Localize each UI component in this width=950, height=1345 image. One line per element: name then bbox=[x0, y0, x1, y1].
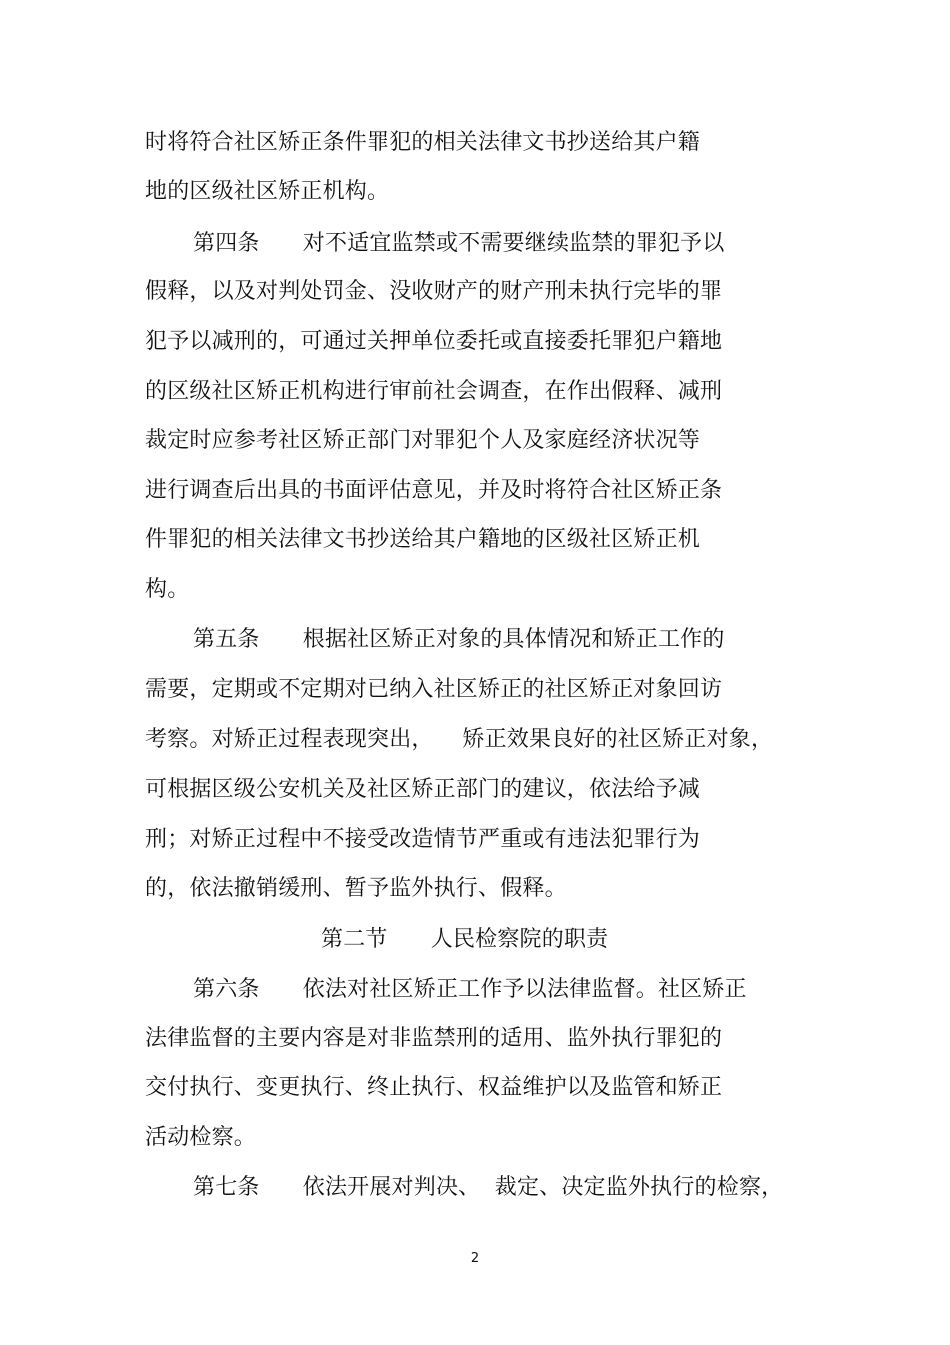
text-line-1: 时将符合社区矫正条件罪犯的相关法律文书抄送给其户籍 bbox=[145, 130, 701, 155]
text-line-7: 裁定时应参考社区矫正部门对罪犯个人及家庭经济状况等 bbox=[145, 428, 701, 453]
text-line-12: 需要，定期或不定期对已纳入社区矫正的社区矫正对象回访 bbox=[145, 677, 723, 702]
article-5-line-1: 第五条 根据社区矫正对象的具体情况和矫正工作的 bbox=[193, 627, 725, 652]
text-line-15: 刑；对矫正过程中不接受改造情节严重或有违法犯罪行为 bbox=[145, 827, 701, 852]
text-line-19: 法律监督的主要内容是对非监禁刑的适用、监外执行罪犯的 bbox=[145, 1026, 723, 1051]
text-line-10: 构。 bbox=[145, 577, 190, 602]
text-line-21: 活动检察。 bbox=[145, 1125, 257, 1150]
text-line-9: 件罪犯的相关法律文书抄送给其户籍地的区级社区矫正机 bbox=[145, 527, 701, 552]
text-line-8: 进行调查后出具的书面评估意见，并及时将符合社区矫正条 bbox=[145, 478, 723, 503]
text-line-20: 交付执行、变更执行、终止执行、权益维护以及监管和矫正 bbox=[145, 1075, 723, 1100]
article-7-line-1: 第七条 依法开展对判决、 裁定、决定监外执行的检察， bbox=[193, 1175, 784, 1200]
section-heading: 第二节 人民检察院的职责 bbox=[321, 927, 609, 952]
text-line-2: 地的区级社区矫正机构。 bbox=[145, 179, 390, 204]
text-line-16: 的，依法撤销缓刑、暂予监外执行、假释。 bbox=[145, 876, 567, 901]
article-4-line-1: 第四条 对不适宜监禁或不需要继续监禁的罪犯予以 bbox=[193, 231, 725, 256]
article-6-line-1: 第六条 依法对社区矫正工作予以法律监督。社区矫正 bbox=[193, 977, 747, 1002]
text-line-6: 的区级社区矫正机构进行审前社会调查，在作出假释、减刑 bbox=[145, 379, 723, 404]
text-line-4: 假释，以及对判处罚金、没收财产的财产刑未执行完毕的罪 bbox=[145, 279, 723, 304]
text-line-14: 可根据区级公安机关及社区矫正部门的建议，依法给予减 bbox=[145, 777, 701, 802]
text-line-5: 犯予以减刑的，可通过关押单位委托或直接委托罪犯户籍地 bbox=[145, 329, 723, 354]
text-line-13: 考察。对矫正过程表现突出， 矫正效果良好的社区矫正对象， bbox=[145, 727, 774, 752]
page-number: 2 bbox=[470, 1251, 480, 1266]
